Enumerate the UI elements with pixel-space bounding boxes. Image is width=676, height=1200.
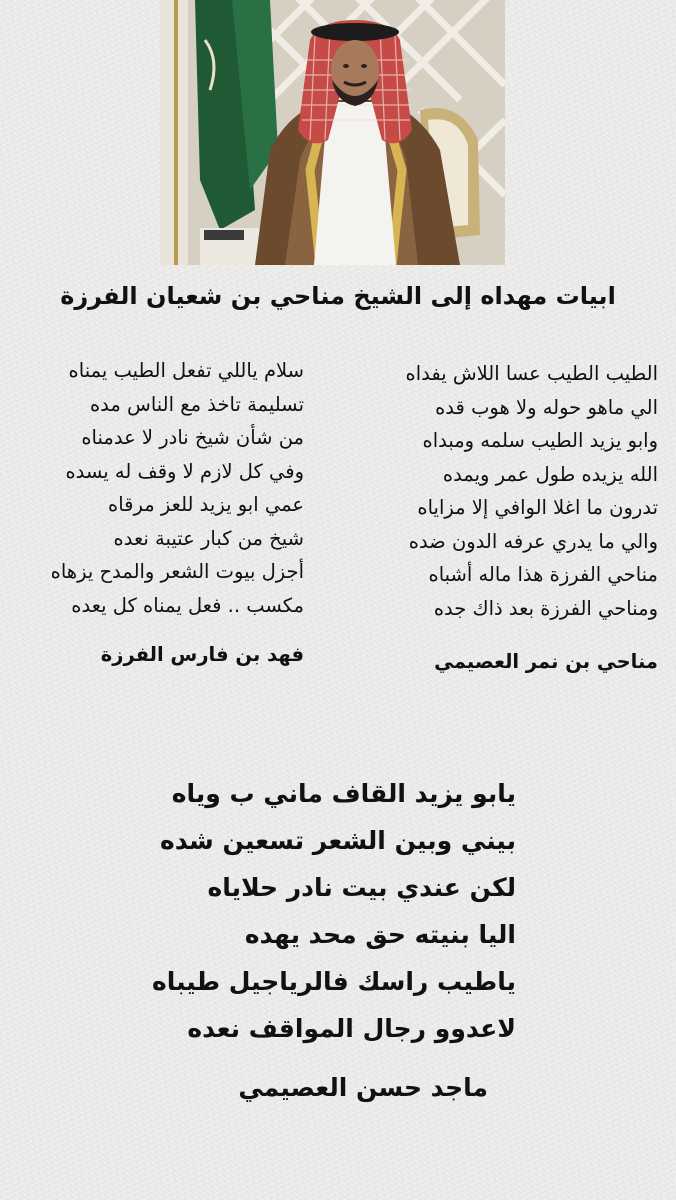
poem-line: وابو يزيد الطيب سلمه ومبداه [422, 429, 658, 452]
poem-line: مكسب .. فعل يمناه كل يعده [71, 593, 304, 617]
poem-line: ومناحي الفرزة بعد ذاك جده [433, 596, 658, 620]
poem-line: يابو يزيد القاف ماني ب وياه [171, 779, 516, 808]
poem-line: تسليمة تاخذ مع الناس مده [89, 392, 304, 416]
poem-line: أجزل بيوت الشعر والمدح يزهاه [50, 560, 304, 583]
poem-line: الله يزيده طول عمر ويمده [442, 462, 658, 486]
poem-line: مناحي الفرزة هذا ماله أشباه [428, 563, 658, 586]
poem-line: شيخ من كبار عتيبة نعده [113, 526, 304, 550]
poem-signature: ماجد حسن العصيمي [238, 1073, 488, 1102]
page-title: ابيات مهداه إلى الشيخ مناحي بن شعيان الفرزة [60, 282, 616, 310]
poem-line: لاعدوو رجال المواقف نعده [187, 1014, 516, 1043]
portrait-illustration [160, 0, 505, 265]
poem-line: الي ماهو حوله ولا هوب قده [435, 395, 658, 419]
poem-line: الطيب الطيب عسا اللاش يفداه [405, 362, 658, 385]
poem-line: تدرون ما اغلا الوافي إلا مزاياه [417, 496, 658, 519]
poem-line: عمي ابو يزيد للعز مرقاه [108, 493, 304, 516]
poem-line: ياطيب راسك فالرياجيل طيباه [151, 967, 516, 996]
poem-line: والي ما يدري عرفه الدون ضده [408, 529, 658, 553]
poem-signature: فهد بن فارس الفرزة [100, 643, 304, 666]
poem-left [4, 354, 304, 672]
poem-line: بيني وبين الشعر تسعين شده [159, 826, 516, 855]
poem-line: وفي كل لازم لا وقف له يسده [65, 459, 304, 483]
poem-bottom [116, 770, 516, 1111]
poem-line: اليا بنيته حق محد يهده [244, 920, 516, 949]
poem-line: سلام ياللي تفعل الطيب يمناه [68, 359, 304, 382]
poem-right [338, 357, 658, 679]
poem-line: لكن عندي بيت نادر حلاياه [207, 873, 516, 902]
poem-signature: مناحي بن نمر العصيمي [434, 650, 658, 673]
portrait-photo [160, 0, 505, 265]
poem-line: من شأن شيخ نادر لا عدمناه [81, 426, 304, 449]
